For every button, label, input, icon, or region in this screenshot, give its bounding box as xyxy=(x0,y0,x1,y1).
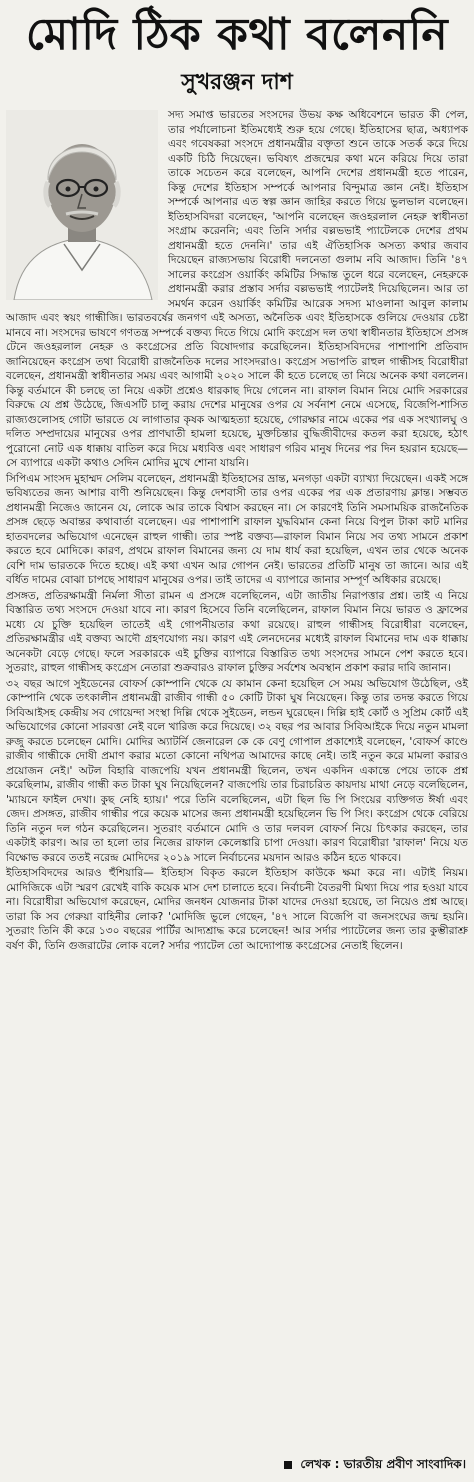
article-paragraph-5: ইতিহাসবিদদের আরও হুঁশিয়ারি— ইতিহাস বিকৃত করলে ইতিহাস কাউকে ক্ষমা করে না। এটাই নিয়ম। মোদিজিকে এটা স্মরণ রেখেই বাকি কয়েক মাস দেশ চালাতে হবে। নির্বাচনী বৈতরণী মিথ্যা দিয়ে পার হওয়া যাবে না। বিরোধীরা অভিযোগ করেছেন, মোদির জনধন যোজনার টাকা যাদের দেওয়া হয়েছে, তা নিয়েও প্রশ্ন আছে। তারা কি সব গেরুয়া বাহিনীর লোক? 'মোদিজি ভুলে গেছেন, '৪৭ সালে বিজেপি বা জনসংঘের জন্ম হয়নি। সুতরাং তিনি কী করে ১৩০ বছরের পার্টির আদ্যশ্রাদ্ধ করে চলেছেন! আর সর্দার প্যাটেলের জন্য তার কুম্ভীরাশ্রু বর্ষণ কী, তিনি গুজরাটের লোক বলে? সর্দার প্যাটেল তো আদ্যোপান্ত কংগ্রেসের নেতাই ছিলেন। xyxy=(6,867,468,952)
article-paragraph-4: ৩২ বছর আগে সুইডেনের বোফর্স কোম্পানি থেকে যে কামান কেনা হয়েছিল সে সময় অভিযোগ উঠেছিল, ওই কোম্পানি থেকে তৎকালীন প্রধানমন্ত্রী রাজীব গান্ধী ৫০ কোটি টাকা ঘুষ নিয়েছেন। কিন্তু তার তদন্ত করতে গিয়ে সিবিআইসহ কেন্দ্রীয় সব গোয়েন্দা সংস্থা দিল্লি থেকে সুইডেন, লন্ডন ঘুরেছেন। দিল্লি হাই কোর্ট ও সুপ্রিম কোর্ট এই অভিযোগের কোনো সারবত্তা নেই বলে খারিজ করে দিয়েছে। ৩২ বছর পর আবার সিবিআইকে দিয়ে নতুন মামলা রুজু করতে চলেছেন মোদি। মোদির অ্যাটর্নি জেনারেল কে কে বেণু গোপাল প্রকাশ্যেই বলেছেন, 'বোফর্স কাণ্ডে রাজীব গান্ধীকে দোষী প্রমাণ করার মতো কোনো নথিপত্র আমাদের কাছে নেই। তাই নতুন করে মামলা করারও প্রয়োজন নেই।' অটল বিহারি বাজপেয়ি যখন প্রধানমন্ত্রী ছিলেন, তখন একদিন একান্তে পেয়ে তাকে প্রশ্ন করেছিলাম, রাজীব গান্ধী কত টাকা ঘুষ নিয়েছিলেন? বাজপেয়ি তার চিরাচরিত কায়দায় মাথা নেড়ে বলেছিলেন, 'ম্যায়নে ফাইল দেখা। কুছ নেহি হ্যায়।' পরে তিনি বলেছিলেন, এটা ছিল ভি পি সিংয়ের ব্যক্তিগত ঈর্ষা এবং জেদ। প্রসঙ্গত, রাজীব গান্ধীর পরে কয়েক মাসের জন্য প্রধানমন্ত্রী হয়েছিলেন ভি পি সিং। কংগ্রেস থেকে বেরিয়ে তিনি নতুন দল গঠন করেছিলেন। সুতরাং বর্তমানে মোদি ও তার দলবল বোফর্স নিয়ে চিৎকার করছেন, তার একটাই কারণ। আর তা হলো তার নিজের রাফাল কেলেঙ্কারি চাপা দেওয়া। কারণ বিরোধীরা 'রাফাল' নিয়ে যত বিক্ষোভ করবে ততই নরেন্দ্র মোদিদের ২০১৯ সালে নির্বাচনের ময়দান আরও কঠিন হতে থাকবে। xyxy=(6,677,468,864)
headline: মোদি ঠিক কথা বলেননি xyxy=(25,9,449,60)
byline: সুখরঞ্জন দাশ xyxy=(181,70,293,95)
article-body xyxy=(6,108,468,953)
article-paragraph-3: প্রসঙ্গত, প্রতিরক্ষামন্ত্রী নির্মলা সীতা রামন এ প্রসঙ্গে বলেছিলেন, এটা জাতীয় নিরাপত্তার প্রশ্ন। তাই এ নিয়ে বিস্তারিত তথ্য সংসদে দেওয়া যাবে না। কারণ হিসেবে তিনি বলেছিলেন, রাফাল বিমান নিয়ে ভারত ও ফ্রান্সের মধ্যে যে চুক্তি হয়েছিল তাতেই এই গোপনীয়তার কথা রয়েছে। রাহুল গান্ধীসহ বিরোধীরা বলেছেন, প্রতিরক্ষামন্ত্রীর এই বক্তব্য আদৌ গ্রহণযোগ্য নয়। কারণ এই লেনদেনের মধ্যেই রাফাল বিমানের দাম এক ধাক্কায় অনেকটা বেড়ে গেছে। ফলে সরকারকে এই চুক্তির ব্যাপারে বিস্তারিত তথ্য সংসদের সামনে পেশ করতে হবে। সুতরাং, রাহুল গান্ধীসহ কংগ্রেস নেতারা শুক্রবারও রাফাল চুক্তির সর্বশেষ অবস্থান প্রকাশ করার দাবি জানান। xyxy=(6,589,468,674)
author-credit-text: ভারতীয় প্রবীণ সাংবাদিক। xyxy=(343,1457,466,1471)
author-credit-label: লেখক : xyxy=(300,1457,340,1471)
portrait-icon xyxy=(6,110,158,300)
square-bullet-icon xyxy=(284,1461,292,1469)
article-paragraph-2: সিপিএম সাংসদ মুহাম্মদ সেলিম বলেছেন, প্রধানমন্ত্রী ইতিহাসের ভ্রান্ত, মনগড়া একটা ব্যাখ্যা দিয়েছেন। একই সঙ্গে ভবিষ্যতের জন্য আশার বাণী শুনিয়েছেন। কিন্তু দেশবাসী তার ওপর একের পর এক প্রতারণায় ক্লান্ত। সম্ভবত প্রধানমন্ত্রী নিজেও জানেন যে, লোকে আর তাকে বিশ্বাস করছেন না। সে কারণেই তিনি সমসাময়িক রাজনৈতিক প্রসঙ্গ ছেড়ে অবান্তর কথাবার্তা বলেছেন। এর পাশাপাশি রাফাল যুদ্ধবিমান কেনা নিয়ে বিপুল টাকা কাট মানির হাতবদলের অভিযোগ এনেছেন রাহুল গান্ধী। তার স্পষ্ট বক্তব্য—রাফাল বিমান নিয়ে সব তথ্য সামনে প্রকাশ করতে হবে মোদিকে। কারণ, প্রথমে রাফাল বিমানের জন্য যে দাম ধার্য করা হয়েছিল, এখন তার থেকে অনেক বেশি দাম ভারতকে দিতে হচ্ছে। এই কথা এখন আর গোপন নেই। ভারতের প্রতিটি মানুষ তা জানে। আর এই বর্ধিত দামের বোঝা চাপছে সাধারণ মানুষের ওপর। তাই তাদের এ ব্যাপারে জানার সম্পূর্ণ অধিকার রয়েছে। xyxy=(6,472,468,586)
author-portrait-photo xyxy=(6,110,158,300)
article-paragraph-1: সদ্য সমাপ্ত ভারতের সংসদের উভয় কক্ষ অধিবেশনে ভারত কী পেল, তার পর্যালোচনা ইতিমধ্যেই শুরু হয়ে গেছে। ইতিহাসের ছাত্র, অধ্যাপক এবং গবেষকরা সংসদে প্রধানমন্ত্রীর বক্তৃতা শুনে তাকে সতর্ক করে দিয়ে একটি চিঠি দিয়েছেন। ভবিষ্যৎ প্রজন্মের কথা মনে করিয়ে দিয়ে তারা তাকে সচেতন করে বলেছেন, আপনি দেশের প্রধানমন্ত্রী হতে পারেন, কিন্তু দেশের ইতিহাস সম্পর্কে আপনার বিন্দুমাত্র জ্ঞান নেই। ইতিহাস সম্পর্কে আপনার এত স্বল্প জ্ঞান জাহির করতে গিয়ে ভুলভাল বলেছেন। ইতিহাসবিদরা বলেছেন, 'আপনি বলেছেন জওহরলাল নেহরু স্বাধীনতা সংগ্রাম করেননি; এবং তিনি সর্দার বল্লভভাই প্যাটেলকে দেশের প্রথম প্রধানমন্ত্রী হতে দেননি।' তার এই ঐতিহাসিক অসত্য কথার জবাব দিয়েছেন রাজ্যসভায় বিরোধী দলনেতা গুলাম নবি আজাদ। তিনি '৪৭ সালের কংগ্রেস ওয়ার্কিং কমিটির সিদ্ধান্ত তুলে ধরে বলেছেন, নেহরুকে প্রধানমন্ত্রী করার প্রস্তাব সর্দার বল্লভভাই প্যাটেলই দিয়েছিলেন। আর তা সমর্থন করেন ওয়ার্কিং কমিটির আরেক সদস্য মাওলানা আবুল কালাম আজাদ এবং স্বয়ং গান্ধীজি। ভারতবর্ষের জনগণ এই অসত্য, অনৈতিক এবং ইতিহাসকে গুলিয়ে দেওয়ার চেষ্টা মানবে না। সংসদের ভাষণে গণতন্ত্র সম্পর্কে বক্তব্য দিতে গিয়ে মোদি কংগ্রেস দল তথা স্বাধীনতার ইতিহাসে প্রসঙ্গ টেনে জওহরলাল নেহরু ও কংগ্রেসের প্রতি বিষোদগার করেছিলেন। ইতিহাসবিদদের পাশাপাশি প্রতিবাদ জানিয়েছেন কংগ্রেস তথা বিরোধী রাজনৈতিক দলের সাংসদরাও। কংগ্রেস সভাপতি রাহুল গান্ধীসহ বিরোধীরা বলেছেন, প্রধানমন্ত্রী স্বাধীনতার সময় এবং আগামী ২০২০ সালে কী হতে চলেছে তা নিয়ে অনেক কথা বললেন। কিন্তু বর্তমানে কী চলছে তা নিয়ে একটা প্রশ্নেও ধারকাছ দিয়ে গেলেন না। রাফাল বিমান নিয়ে মোদি সরকারের বিরুদ্ধে যে প্রশ্ন উঠেছে, জিএসটি চালু করায় দেশের মানুষের ওপর যে সর্বনাশ নেমে এসেছে, বিজেপি-শাসিত রাজ্যগুলোসহ গোটা ভারতে যে লাগাতার কৃষক আত্মহত্যা হয়েছে, গোরক্ষার নামে একের পর এক সংখ্যালঘু ও দলিত সম্প্রদায়ের মানুষের ওপর প্রাণঘাতী হামলা হয়েছে, মুক্তচিন্তার বুদ্ধিজীবীদের কতল করা হয়েছে, হঠাৎ পুরোনো নোট এক ধাক্কায় বাতিল করে দিয়ে মধ্যবিত্ত এবং সাধারণ গরিব মানুষ দিনের পর দিন হয়রান হয়েছে—সে ব্যাপারে একটা কথাও সেদিন মোদির মুখে শোনা যায়নি। xyxy=(6,109,468,469)
author-credit xyxy=(284,1456,466,1476)
